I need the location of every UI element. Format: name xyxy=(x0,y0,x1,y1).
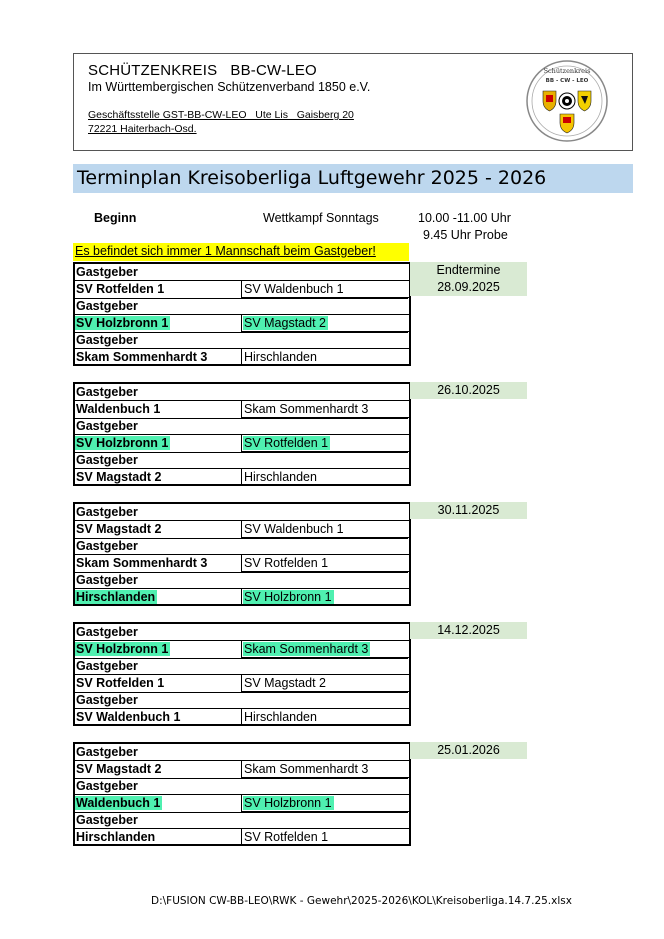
home-team xyxy=(76,315,170,332)
home-team-label: Hirschlanden xyxy=(76,590,156,604)
club-logo xyxy=(525,59,609,143)
home-team-label: Hirschlanden xyxy=(76,830,156,844)
round-block xyxy=(73,502,527,606)
gastgeber-label: Gastgeber xyxy=(76,693,138,707)
home-team-label: Waldenbuch 1 xyxy=(76,796,161,810)
info-wettkampf: Wettkampf Sonntags xyxy=(263,211,379,225)
round-date: 25.01.2026 xyxy=(410,742,527,759)
home-team xyxy=(76,829,155,846)
title-bar xyxy=(73,164,633,193)
round-block xyxy=(73,382,527,486)
away-team-label: Hirschlanden xyxy=(244,470,317,484)
info-beginn: Beginn xyxy=(94,211,137,225)
home-team-label: SV Magstadt 2 xyxy=(76,522,162,536)
away-team-label: SV Rotfelden 1 xyxy=(244,436,329,450)
home-team xyxy=(76,401,160,418)
gastgeber-label: Gastgeber xyxy=(76,265,138,279)
home-team-label: SV Magstadt 2 xyxy=(76,470,162,484)
gastgeber-label: Gastgeber xyxy=(76,625,138,639)
home-team-label: SV Holzbronn 1 xyxy=(76,436,169,450)
away-team xyxy=(244,589,334,606)
home-team-label: SV Rotfelden 1 xyxy=(76,676,165,690)
away-team-label: SV Waldenbuch 1 xyxy=(244,522,344,536)
header-box xyxy=(73,53,633,151)
round-date: 14.12.2025 xyxy=(410,622,527,639)
away-team xyxy=(244,315,328,332)
home-team xyxy=(76,349,207,366)
home-team xyxy=(76,521,161,538)
round-date: 26.10.2025 xyxy=(410,382,527,399)
gastgeber-label: Gastgeber xyxy=(76,813,138,827)
home-team xyxy=(76,675,164,692)
away-team-label: SV Holzbronn 1 xyxy=(244,590,332,604)
home-team-label: SV Magstadt 2 xyxy=(76,762,162,776)
gastgeber-label: Gastgeber xyxy=(76,745,138,759)
away-team xyxy=(244,675,326,692)
footer-path: D:\FUSION CW-BB-LEO\RWK - Gewehr\2025-2026\KOL\Kreisoberliga.14.7.25.xlsx xyxy=(151,895,572,907)
home-team-label: SV Holzbronn 1 xyxy=(76,642,169,656)
gastgeber-label: Gastgeber xyxy=(76,453,138,467)
away-team xyxy=(244,521,344,538)
round-block xyxy=(73,742,527,846)
home-team-label: Skam Sommenhardt 3 xyxy=(76,556,208,570)
address-line-2: 72221 Haiterbach-Osd. xyxy=(88,123,197,135)
away-team-label: Skam Sommenhardt 3 xyxy=(244,762,369,776)
gastgeber-label: Gastgeber xyxy=(76,333,138,347)
home-team xyxy=(76,761,161,778)
round-block xyxy=(73,622,527,726)
gastgeber-label: Gastgeber xyxy=(76,299,138,313)
org-subtitle: Im Württembergischen Schützenverband 1850 e.V. xyxy=(88,80,371,94)
round-date: 30.11.2025 xyxy=(410,502,527,519)
gastgeber-label: Gastgeber xyxy=(76,419,138,433)
round-block xyxy=(73,262,527,366)
round-date: 28.09.2025 xyxy=(410,279,527,296)
away-team xyxy=(244,641,370,658)
gastgeber-label: Gastgeber xyxy=(76,573,138,587)
info-time: 10.00 -11.00 Uhr xyxy=(418,211,511,225)
home-team xyxy=(76,281,164,298)
away-team xyxy=(244,281,344,298)
home-team-label: SV Holzbronn 1 xyxy=(76,316,169,330)
info-probe: 9.45 Uhr Probe xyxy=(423,228,508,242)
home-team xyxy=(76,795,162,812)
gastgeber-label: Gastgeber xyxy=(76,659,138,673)
gastgeber-label: Gastgeber xyxy=(76,779,138,793)
away-team-label: Hirschlanden xyxy=(244,350,317,364)
away-team-label: SV Rotfelden 1 xyxy=(244,830,329,844)
logo-text-top: Schützenkreis xyxy=(543,67,591,75)
home-team xyxy=(76,709,180,726)
notice-text: Es befindet sich immer 1 Mannschaft beim Gastgeber! xyxy=(75,244,376,258)
home-team-label: SV Rotfelden 1 xyxy=(76,282,165,296)
home-team xyxy=(76,589,157,606)
home-team-label: SV Waldenbuch 1 xyxy=(76,710,181,724)
home-team xyxy=(76,641,170,658)
home-team-label: Skam Sommenhardt 3 xyxy=(76,350,208,364)
away-team xyxy=(244,469,317,486)
away-team-label: Skam Sommenhardt 3 xyxy=(244,402,369,416)
home-team-label: Waldenbuch 1 xyxy=(76,402,161,416)
home-team xyxy=(76,469,161,486)
away-team xyxy=(244,349,317,366)
away-team xyxy=(244,555,328,572)
away-team-label: SV Holzbronn 1 xyxy=(244,796,332,810)
away-team xyxy=(244,829,328,846)
home-team xyxy=(76,555,207,572)
gastgeber-label: Gastgeber xyxy=(76,385,138,399)
org-title: SCHÜTZENKREIS BB-CW-LEO xyxy=(88,62,317,79)
away-team-label: Hirschlanden xyxy=(244,710,317,724)
away-team-label: SV Magstadt 2 xyxy=(244,676,326,690)
gastgeber-label: Gastgeber xyxy=(76,505,138,519)
notice-banner xyxy=(73,243,409,261)
page-title: Terminplan Kreisoberliga Luftgewehr 2025 - 2026 xyxy=(77,167,547,189)
address-line-1: Geschäftsstelle GST-BB-CW-LEO Ute Lis Gaisberg 20 xyxy=(88,109,354,121)
away-team-label: Skam Sommenhardt 3 xyxy=(244,642,369,656)
away-team-label: SV Magstadt 2 xyxy=(244,316,326,330)
away-team xyxy=(244,761,368,778)
away-team xyxy=(244,401,368,418)
away-team-label: SV Rotfelden 1 xyxy=(244,556,329,570)
away-team xyxy=(244,435,330,452)
away-team-label: SV Waldenbuch 1 xyxy=(244,282,344,296)
gastgeber-label: Gastgeber xyxy=(76,539,138,553)
away-team xyxy=(244,709,317,726)
home-team xyxy=(76,435,170,452)
logo-text-mid: BB - CW - LEO xyxy=(545,78,589,84)
away-team xyxy=(244,795,334,812)
endtermine-label: Endtermine xyxy=(410,262,527,279)
